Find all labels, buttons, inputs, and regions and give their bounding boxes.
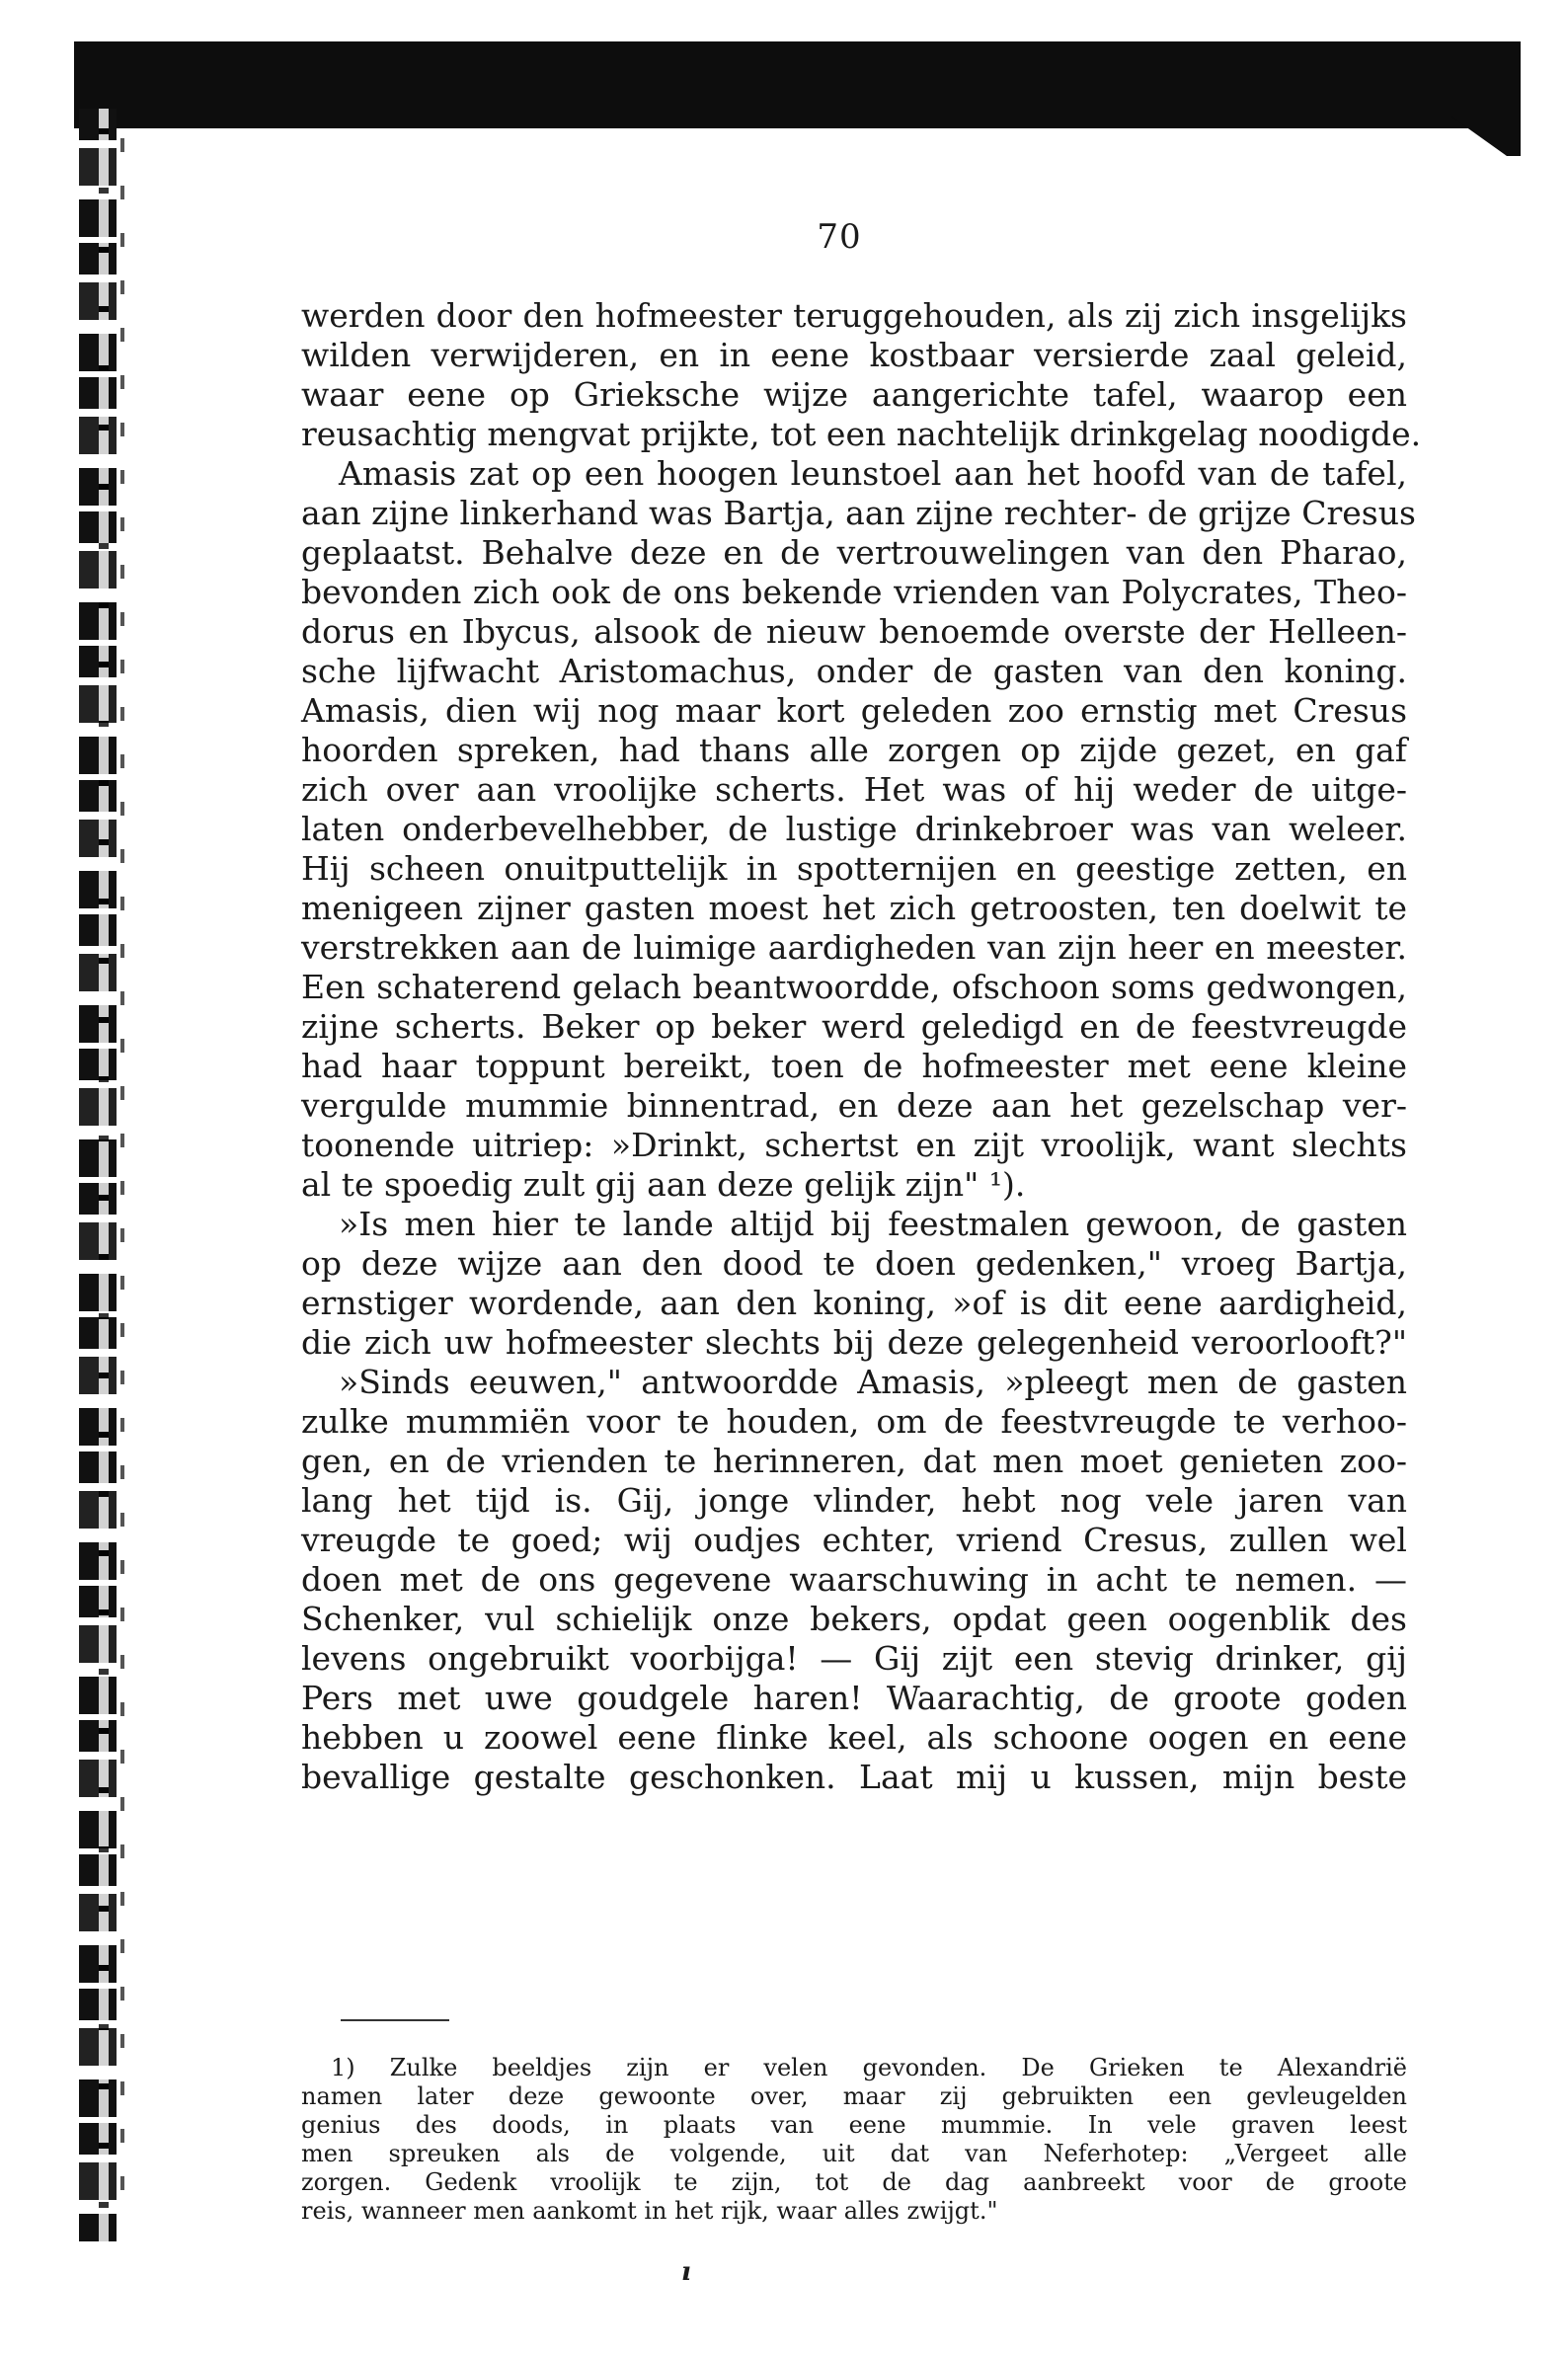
text-line: sche lijfwacht Aristomachus, onder de gasten van den koning. [301, 652, 1407, 690]
text-line: laten onderbevelhebber, de lustige drinkebroer was van weleer. [301, 810, 1407, 848]
footnote-line: namen later deze gewoonte over, maar zij gebruikten een gevleugelden [301, 2082, 1407, 2110]
text-line: werden door den hofmeester teruggehouden, als zij zich insgelijks [301, 296, 1407, 335]
text-line: doen met de ons gegevene waarschuwing in acht te nemen. — [301, 1560, 1407, 1599]
footnote-divider [341, 2019, 449, 2021]
scan-left-edge-fine [120, 138, 124, 2212]
text-line: hebben u zoowel eene flinke keel, als schoone oogen en eene [301, 1718, 1407, 1757]
bottom-mark: ı [681, 2257, 691, 2287]
text-line: Schenker, vul schielijk onze bekers, opdat geen oogenblik des [301, 1600, 1407, 1638]
text-line: toonende uitriep: »Drinkt, schertst en zijt vroolijk, want slechts [301, 1126, 1407, 1164]
page-number: 70 [817, 217, 862, 257]
text-line: had haar toppunt bereikt, toen de hofmeester met eene kleine [301, 1047, 1407, 1085]
footnote-line: men spreuken als de volgende, uit dat van Neferhotep: „Vergeet alle [301, 2140, 1407, 2167]
text-line: al te spoedig zult gij aan deze gelijk zijn" ¹). [301, 1165, 1026, 1204]
text-line: »Sinds eeuwen," antwoordde Amasis, »pleegt men de gasten [339, 1363, 1407, 1401]
footnote-line: zorgen. Gedenk vroolijk te zijn, tot de dag aanbreekt voor de groote [301, 2168, 1407, 2196]
text-line: Een schaterend gelach beantwoordde, ofschoon soms gedwongen, [301, 968, 1407, 1006]
text-line: wilden verwijderen, en in eene kostbaar versierde zaal geleid, [301, 336, 1407, 374]
text-line: verstrekken aan de luimige aardigheden van zijn heer en meester. [301, 928, 1407, 967]
footnote-line: genius des doods, in plaats van eene mummie. In vele graven leest [301, 2111, 1407, 2139]
text-line: Amasis, dien wij nog maar kort geleden zoo ernstig met Cresus [301, 691, 1407, 730]
text-line: waar eene op Grieksche wijze aangerichte tafel, waarop een [301, 375, 1407, 414]
text-line: gen, en de vrienden te herinneren, dat men moet genieten zoo- [301, 1442, 1407, 1480]
text-line: menigeen zijner gasten moest het zich getroosten, ten doelwit te [301, 889, 1407, 927]
text-line: vergulde mummie binnentrad, en deze aan het gezelschap ver- [301, 1086, 1407, 1125]
text-line: zich over aan vroolijke scherts. Het was of hij weder de uitge- [301, 770, 1407, 809]
text-line: aan zijne linkerhand was Bartja, aan zijne rechter- de grijze Cresus [301, 494, 1416, 532]
text-line: zijne scherts. Beker op beker werd geledigd en de feestvreugde [301, 1007, 1407, 1046]
text-line: die zich uw hofmeester slechts bij deze gelegenheid veroorlooft?" [301, 1323, 1407, 1362]
scan-top-border-tail [1451, 117, 1521, 156]
text-line: hoorden spreken, had thans alle zorgen op zijde gezet, en gaf [301, 731, 1407, 769]
footnote-line: 1) Zulke beeldjes zijn er velen gevonden. De Grieken te Alexandrië [331, 2054, 1407, 2081]
text-line: »Is men hier te lande altijd bij feestmalen gewoon, de gasten [339, 1205, 1407, 1243]
footnote-line: reis, wanneer men aankomt in het rijk, waar alles zwijgt." [301, 2197, 998, 2225]
text-line: levens ongebruikt voorbijga! — Gij zijt een stevig drinker, gij [301, 1639, 1407, 1678]
text-line: ernstiger wordende, aan den koning, »of is dit eene aardigheid, [301, 1284, 1407, 1322]
body-text [301, 296, 1422, 1797]
text-line: vreugde te goed; wij oudjes echter, vriend Cresus, zullen wel [301, 1521, 1407, 1559]
text-line: bevonden zich ook de ons bekende vrienden van Polycrates, Theo- [301, 573, 1407, 611]
text-line: geplaatst. Behalve deze en de vertrouwelingen van den Pharao, [301, 533, 1407, 572]
scan-left-edge-inner [99, 109, 109, 2241]
text-line: bevallige gestalte geschonken. Laat mij u kussen, mijn beste [301, 1758, 1407, 1796]
scan-left-edge [79, 109, 117, 2241]
text-line: dorus en Ibycus, alsook de nieuw benoemde overste der Helleen- [301, 612, 1407, 651]
text-line: reusachtig mengvat prijkte, tot een nachtelijk drinkgelag noodigde. [301, 415, 1422, 453]
footnotes [301, 2054, 1407, 2226]
text-line: op deze wijze aan den dood te doen gedenken," vroeg Bartja, [301, 1244, 1407, 1283]
text-line: Pers met uwe goudgele haren! Waarachtig, de groote goden [301, 1679, 1407, 1717]
scan-top-border [74, 41, 1521, 128]
text-line: Amasis zat op een hoogen leunstoel aan het hoofd van de tafel, [339, 454, 1407, 493]
text-line: Hij scheen onuitputtelijk in spotternijen en geestige zetten, en [301, 849, 1407, 888]
text-line: zulke mummiën voor te houden, om de feestvreugde te verhoo- [301, 1402, 1407, 1441]
text-line: lang het tijd is. Gij, jonge vlinder, hebt nog vele jaren van [301, 1481, 1407, 1520]
